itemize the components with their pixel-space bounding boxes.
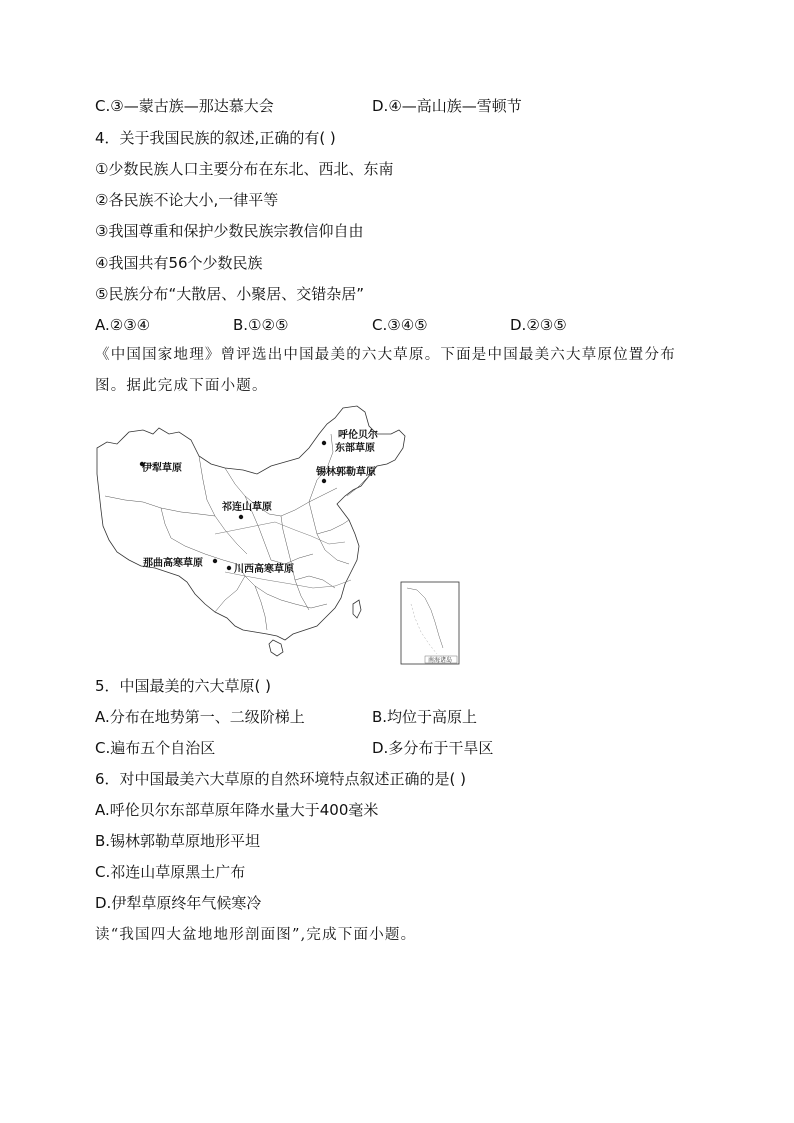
rivers — [215, 522, 351, 588]
q3-option-c: C.③—蒙古族—那达慕大会 — [95, 97, 274, 115]
q5-option-a: A.分布在地势第一、二级阶梯上 — [95, 708, 305, 726]
q5-option-c: C.遍布五个自治区 — [95, 739, 216, 757]
label-hulunbuir-2: 东部草原 — [335, 443, 375, 454]
q6-option-d: D.伊犁草原终年气候寒冷 — [95, 894, 262, 912]
q3-option-d: D.④—高山族—雪顿节 — [372, 97, 522, 115]
south-china-sea-inset — [401, 582, 459, 664]
q4-option-d: D.②③⑤ — [510, 316, 567, 334]
q4-statement-3: ③我国尊重和保护少数民族宗教信仰自由 — [95, 222, 364, 240]
map-intro-line-1: 《中国国家地理》曾评选出中国最美的六大草原。下面是中国最美六大草原位置分布 — [95, 347, 676, 363]
q5-stem: 5．中国最美的六大草原( ) — [95, 677, 272, 695]
label-xilingol: 锡林郭勒草原 — [316, 467, 376, 478]
q5-option-b: B.均位于高原上 — [372, 708, 478, 726]
q4-stem: 4．关于我国民族的叙述,正确的有( ) — [95, 129, 336, 147]
next-section-intro: 读“我国四大盆地地形剖面图”,完成下面小题。 — [95, 927, 417, 943]
q4-statement-4: ④我国共有56个少数民族 — [95, 254, 263, 272]
q4-option-b: B.①②⑤ — [233, 316, 289, 334]
label-wchuan: 川西高寒草原 — [234, 564, 294, 575]
hulunbuir-dot — [322, 441, 326, 445]
inset-label: 南海诸岛 — [428, 657, 453, 664]
site-labels — [142, 428, 378, 575]
q5-option-d: D.多分布于干旱区 — [372, 739, 494, 757]
q4-statement-2: ②各民族不论大小,一律平等 — [95, 191, 279, 209]
q6-stem: 6．对中国最美六大草原的自然环境特点叙述正确的是( ) — [95, 770, 467, 788]
label-ili: 伊犁草原 — [142, 463, 182, 474]
q4-option-c: C.③④⑤ — [372, 316, 428, 334]
q4-statement-1: ①少数民族人口主要分布在东北、西北、东南 — [95, 160, 394, 178]
wchuan-dot — [227, 566, 231, 570]
label-hulunbuir: 呼伦贝尔 — [338, 430, 378, 441]
q6-option-a: A.呼伦贝尔东部草原年降水量大于400毫米 — [95, 801, 379, 819]
xilingol-dot — [322, 479, 326, 483]
label-nagqu: 那曲高寒草原 — [143, 558, 203, 569]
grassland-map — [95, 404, 465, 666]
map-intro-line-2: 图。据此完成下面小题。 — [95, 378, 268, 394]
label-qilian: 祁连山草原 — [222, 502, 272, 513]
q6-option-b: B.锡林郭勒草原地形平坦 — [95, 832, 261, 850]
q4-option-a: A.②③④ — [95, 316, 151, 334]
qilian-dot — [239, 515, 243, 519]
nagqu-dot — [213, 559, 217, 563]
q6-option-c: C.祁连山草原黑土广布 — [95, 863, 246, 881]
q4-statement-5: ⑤民族分布“大散居、小聚居、交错杂居” — [95, 285, 364, 303]
